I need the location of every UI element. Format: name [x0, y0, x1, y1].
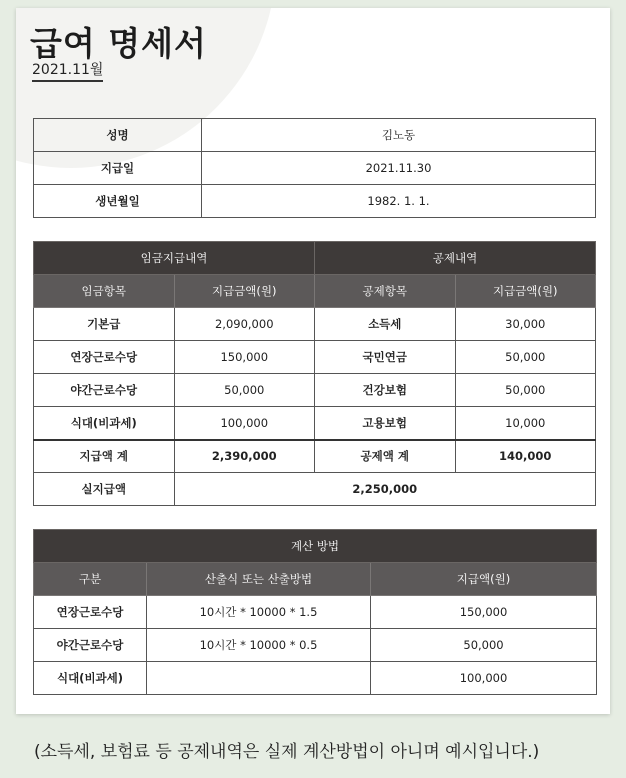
- earning-item: 연장근로수당: [34, 341, 175, 374]
- earnings-section-header: 임금지급내역: [34, 242, 315, 275]
- page-title: 급여 명세서: [30, 24, 207, 63]
- table-header-row: [34, 530, 597, 563]
- info-label: 성명: [34, 119, 202, 152]
- info-value: 1982. 1. 1.: [202, 185, 596, 218]
- table-row: [34, 308, 596, 341]
- totals-row: [34, 440, 596, 473]
- column-header: 지급금액(원): [455, 275, 596, 308]
- deduction-amount: 30,000: [455, 308, 596, 341]
- calc-amount: 150,000: [371, 596, 597, 629]
- earning-item: 야간근로수당: [34, 374, 175, 407]
- column-header: 지급액(원): [371, 563, 597, 596]
- employee-info-table: [33, 118, 596, 218]
- column-header: 지급금액(원): [174, 275, 315, 308]
- deduction-item: 고용보험: [315, 407, 456, 440]
- earning-amount: 100,000: [174, 407, 315, 440]
- calc-amount: 50,000: [371, 629, 597, 662]
- deductions-total-label: 공제액 계: [315, 440, 456, 473]
- table-header-row: [34, 275, 596, 308]
- pay-details-table: [33, 241, 596, 506]
- table-row: [34, 596, 597, 629]
- earnings-total-label: 지급액 계: [34, 440, 175, 473]
- table-header-row: [34, 242, 596, 275]
- calc-formula: [147, 662, 371, 695]
- calculation-table: [33, 529, 597, 695]
- earning-item: 식대(비과세): [34, 407, 175, 440]
- column-header: 구분: [34, 563, 147, 596]
- calculation-section-header: 계산 방법: [34, 530, 597, 563]
- info-label: 지급일: [34, 152, 202, 185]
- deduction-amount: 50,000: [455, 341, 596, 374]
- deduction-amount: 10,000: [455, 407, 596, 440]
- net-pay-row: [34, 473, 596, 506]
- table-row: [34, 152, 596, 185]
- earnings-total: 2,390,000: [174, 440, 315, 473]
- calc-amount: 100,000: [371, 662, 597, 695]
- deductions-section-header: 공제내역: [315, 242, 596, 275]
- column-header: 공제항목: [315, 275, 456, 308]
- table-row: [34, 407, 596, 440]
- info-value: 2021.11.30: [202, 152, 596, 185]
- column-header: 임금항목: [34, 275, 175, 308]
- calc-category: 야간근로수당: [34, 629, 147, 662]
- calc-formula: 10시간 * 10000 * 1.5: [147, 596, 371, 629]
- table-header-row: [34, 563, 597, 596]
- table-row: [34, 119, 596, 152]
- table-row: [34, 341, 596, 374]
- calc-formula: 10시간 * 10000 * 0.5: [147, 629, 371, 662]
- calc-category: 연장근로수당: [34, 596, 147, 629]
- net-pay-label: 실지급액: [34, 473, 175, 506]
- net-pay-value: 2,250,000: [174, 473, 596, 506]
- earning-amount: 50,000: [174, 374, 315, 407]
- payslip-sheet: [16, 8, 610, 714]
- deduction-item: 소득세: [315, 308, 456, 341]
- table-row: [34, 374, 596, 407]
- table-row: [34, 185, 596, 218]
- calc-category: 식대(비과세): [34, 662, 147, 695]
- earning-amount: 150,000: [174, 341, 315, 374]
- footnote: (소득세, 보험료 등 공제내역은 실제 계산방법이 아니며 예시입니다.): [34, 742, 540, 762]
- info-label: 생년월일: [34, 185, 202, 218]
- deduction-item: 건강보험: [315, 374, 456, 407]
- info-value: 김노동: [202, 119, 596, 152]
- deduction-amount: 50,000: [455, 374, 596, 407]
- column-header: 산출식 또는 산출방법: [147, 563, 371, 596]
- table-row: [34, 662, 597, 695]
- pay-period: 2021.11월: [32, 59, 103, 82]
- table-row: [34, 629, 597, 662]
- deductions-total: 140,000: [455, 440, 596, 473]
- earning-item: 기본급: [34, 308, 175, 341]
- earning-amount: 2,090,000: [174, 308, 315, 341]
- deduction-item: 국민연금: [315, 341, 456, 374]
